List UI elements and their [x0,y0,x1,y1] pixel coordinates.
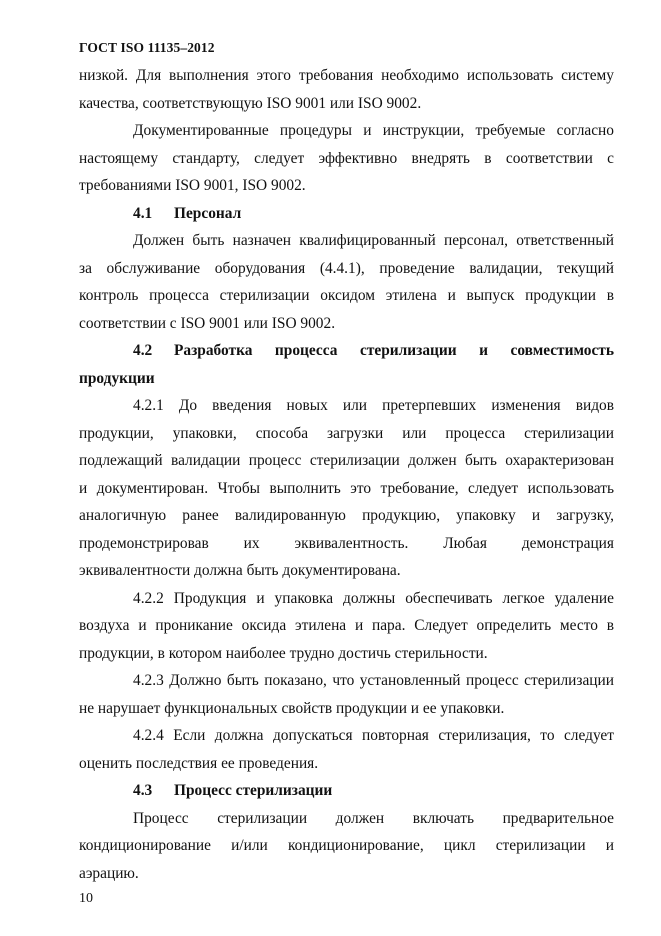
text-line: кондиционирование и/или кондиционирование, цикл стерилизации и [79,837,614,854]
section-number: 4.2 [133,342,153,359]
paragraph-4-2-3 [79,667,614,722]
heading-line [79,337,614,365]
section-heading-4-1 [79,200,614,228]
paragraph-4-2-1 [79,392,614,585]
page-number: 10 [79,891,93,906]
text-line: продемонстрировав их эквивалентность. Любая демонстрация [79,534,614,552]
section-heading-4-2 [79,337,614,392]
section-title: Персонал [174,204,242,222]
text-line: 4.2.2 Продукция и упаковка должны обеспечивать легкое удаление [133,589,614,607]
paragraph-4-2-4 [79,722,614,777]
text-line: аналогичную ранее валидированную продукцию, упаковку и загрузку, [79,507,614,524]
text-line: 4.2.1 До введения новых или претерпевших изменения видов [133,397,614,414]
text-line: аэрацию. [79,864,139,882]
text-line: соответствии с ISO 9001 или ISO 9002. [79,314,336,332]
text-line: требованиями ISO 9001, ISO 9002. [79,177,306,194]
text-line: эквивалентности должна быть документирована. [79,562,401,579]
document-body [79,62,614,887]
paragraph-documented-procedures [79,117,614,200]
text-line: продукции, упаковки, способа загрузки или процесса стерилизации [79,424,614,442]
section-heading-4-3 [79,777,614,805]
text-line: 4.2.3 Должно быть показано, что установленный процесс стерилизации [133,672,614,689]
section-title: Процесс стерилизации [174,782,333,799]
paragraph-4-2-2 [79,585,614,668]
text-line: подлежащий валидации процесс стерилизации должен быть охарактеризован [79,452,614,469]
section-number: 4.3 [133,782,153,799]
text-line: за обслуживание оборудования (4.4.1), проведение валидации, текущий [79,259,614,277]
text-line: оценить последствия ее проведения. [79,754,319,772]
text-line: Процесс стерилизации должен включать предварительное [133,809,614,827]
paragraph-continued [79,62,614,117]
text-line: и документирован. Чтобы выполнить это требование, следует использовать [79,479,614,497]
paragraph-personnel [79,227,614,337]
text-line: воздуха и проникание оксида этилена и пара. Следует определить место в [79,617,614,634]
document-header: ГОСТ ISO 11135–2012 [79,40,215,55]
text-line: настоящему стандарту, следует эффективно внедрять в соответствии с [79,149,614,167]
text-line: Документированные процедуры и инструкции, требуемые согласно [133,122,614,139]
text-line: 4.2.4 Если должна допускаться повторная стерилизация, то следует [133,727,614,744]
heading-line: продукции [79,369,155,387]
text-line: Должен быть назначен квалифицированный персонал, ответственный [133,232,614,249]
text-line: низкой. Для выполнения этого требования необходимо использовать систему [79,67,614,84]
text-line: не нарушает функциональных свойств продукции и ее упаковки. [79,699,505,717]
text-line: продукции, в котором наиболее трудно достичь стерильности. [79,644,488,662]
section-title: Разработка процесса стерилизации и совместимость [174,342,614,359]
text-line: контроль процесса стерилизации оксидом этилена и выпуск продукции в [79,287,614,304]
text-line: качества, соответствующую ISO 9001 или ISO 9002. [79,94,422,112]
paragraph-sterilization-process [79,805,614,888]
section-number: 4.1 [133,204,153,222]
